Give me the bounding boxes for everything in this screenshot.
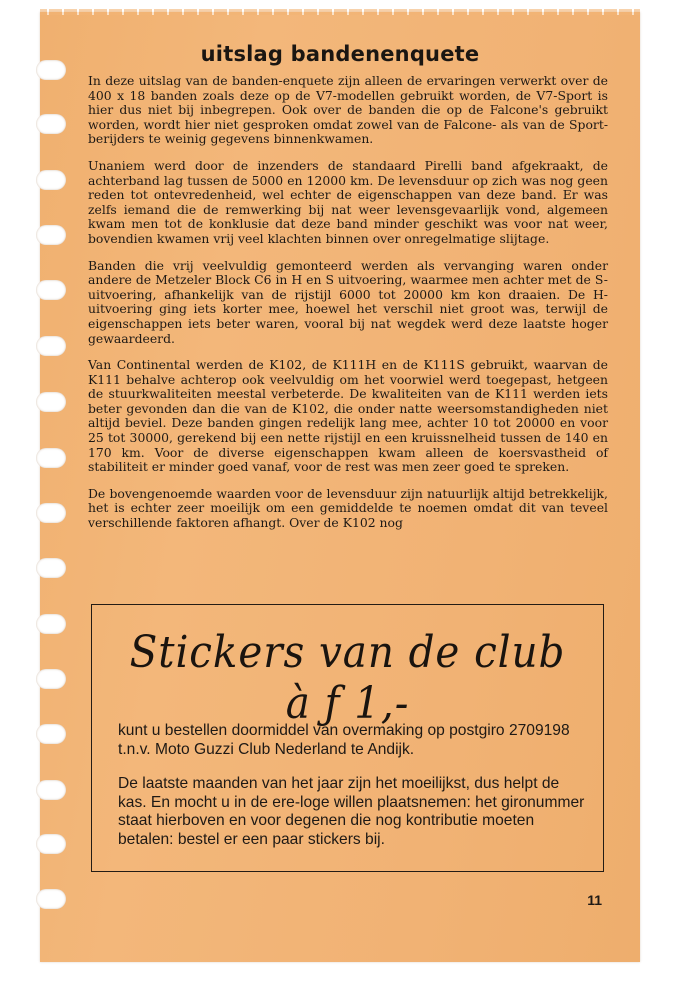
article-body [88, 74, 608, 543]
sticker-advert-appeal-text: De laatste maanden van het jaar zijn het moeilijkst, dus helpt de kas. En mocht u in de ere-loge willen plaatsnemen: het gironummer staat hierboven en voor degenen die nog kontributie moeten betalen: bestel er een paar stickers bij. [118, 775, 585, 848]
article-title: uitslag bandenenquete [200, 42, 480, 66]
article-paragraph: Unaniem werd door de inzenders de standaard Pirelli band afgekraakt, de achterband lag tussen de 5000 en 12000 km. De levensduur op zich was nog geen reden tot ontevredenheid, wel echter de eigenschappen van deze band. Er was zelfs iemand die de remwerking bij nat weer levensgevaarlijk vond, algemeen kwam men tot de konklusie dat deze band minder geschikt was voor nat weer, bovendien kwamen vrij veel klachten binnen over onregelmatige slijtage. [88, 157, 608, 246]
article-paragraph: In deze uitslag van de banden-enquete zijn alleen de ervaringen verwerkt over de 400 x 18 banden zoals deze op de V7-modellen gebruikt worden, de V7-Sport is hier dus niet bij inbegrepen. Ook over de banden die op de Falcone's gebruikt worden, wordt hier niet gesproken omdat zowel van de Falcone- als van de Sport-berijders te weinig gegevens binnenkwamen. [88, 73, 608, 147]
article-paragraph: De bovengenoemde waarden voor de levensduur zijn natuurlijk altijd betrekkelijk, het is echter zeer moeilijk om een gemiddelde te noemen omdat dit van teveel verschillende faktoren afhangt. Over de K102 nog [88, 485, 608, 531]
binder-hole [36, 780, 66, 800]
binder-hole [36, 834, 66, 854]
binder-hole [36, 225, 66, 245]
binder-hole [36, 170, 66, 190]
sticker-advert-order-text: kunt u bestellen doormiddel van overmaking op postgiro 2709198 t.n.v. Moto Guzzi Club Nederland te Andijk. [118, 722, 570, 758]
page-number: 11 [587, 892, 602, 908]
article-paragraph: Van Continental werden de K102, de K111H en de K111S gebruikt, waarvan de K111 behalve achterop ook veelvuldig om het voorwiel werd toegepast, hetgeen de stuurkwaliteiten meestal verbeterde. De kwaliteiten van de K111 werden iets beter gevonden dan die van de K102, die onder natte weersomstandigheden niet altijd beviel. Deze banden gingen redelijk lang mee, achter 10 tot 20000 en voor 25 tot 30000, gerekend bij een nette rijstijl en een kruissnelheid tussen de 140 en 170 km. Voor de diverse eigenschappen kwam alleen de koersvastheid of stabiliteit er minder goed vanaf, voor de rest was men zeer goed te spreken. [88, 357, 608, 475]
binder-hole [36, 889, 66, 909]
magazine-page [40, 12, 640, 962]
binder-hole [36, 336, 66, 356]
binder-hole [36, 503, 66, 523]
binder-hole [36, 114, 66, 134]
sticker-advert-headline: Stickers van de club à ƒ 1,- [129, 627, 566, 729]
binder-holes [36, 52, 76, 932]
binder-hole [36, 280, 66, 300]
article-paragraph: Banden die vrij veelvuldig gemonteerd werden als vervanging waren onder andere de Metzeler Block C6 in H en S uitvoering, waarmee men achter met de S-uitvoering, afhankelijk van de rijstijl 6000 tot 20000 km kon draaien. De H-uitvoering ging iets korter mee, hoewel het verschil niet groot was, terwijl de eigenschappen iets beter waren, vooral bij nat wegdek werd deze laatste hoger gewaardeerd. [88, 257, 608, 346]
sticker-advert-box [91, 604, 604, 872]
binder-hole [36, 669, 66, 689]
binder-hole [36, 724, 66, 744]
binder-hole [36, 614, 66, 634]
binder-hole [36, 448, 66, 468]
binder-hole [36, 558, 66, 578]
binder-hole [36, 392, 66, 412]
